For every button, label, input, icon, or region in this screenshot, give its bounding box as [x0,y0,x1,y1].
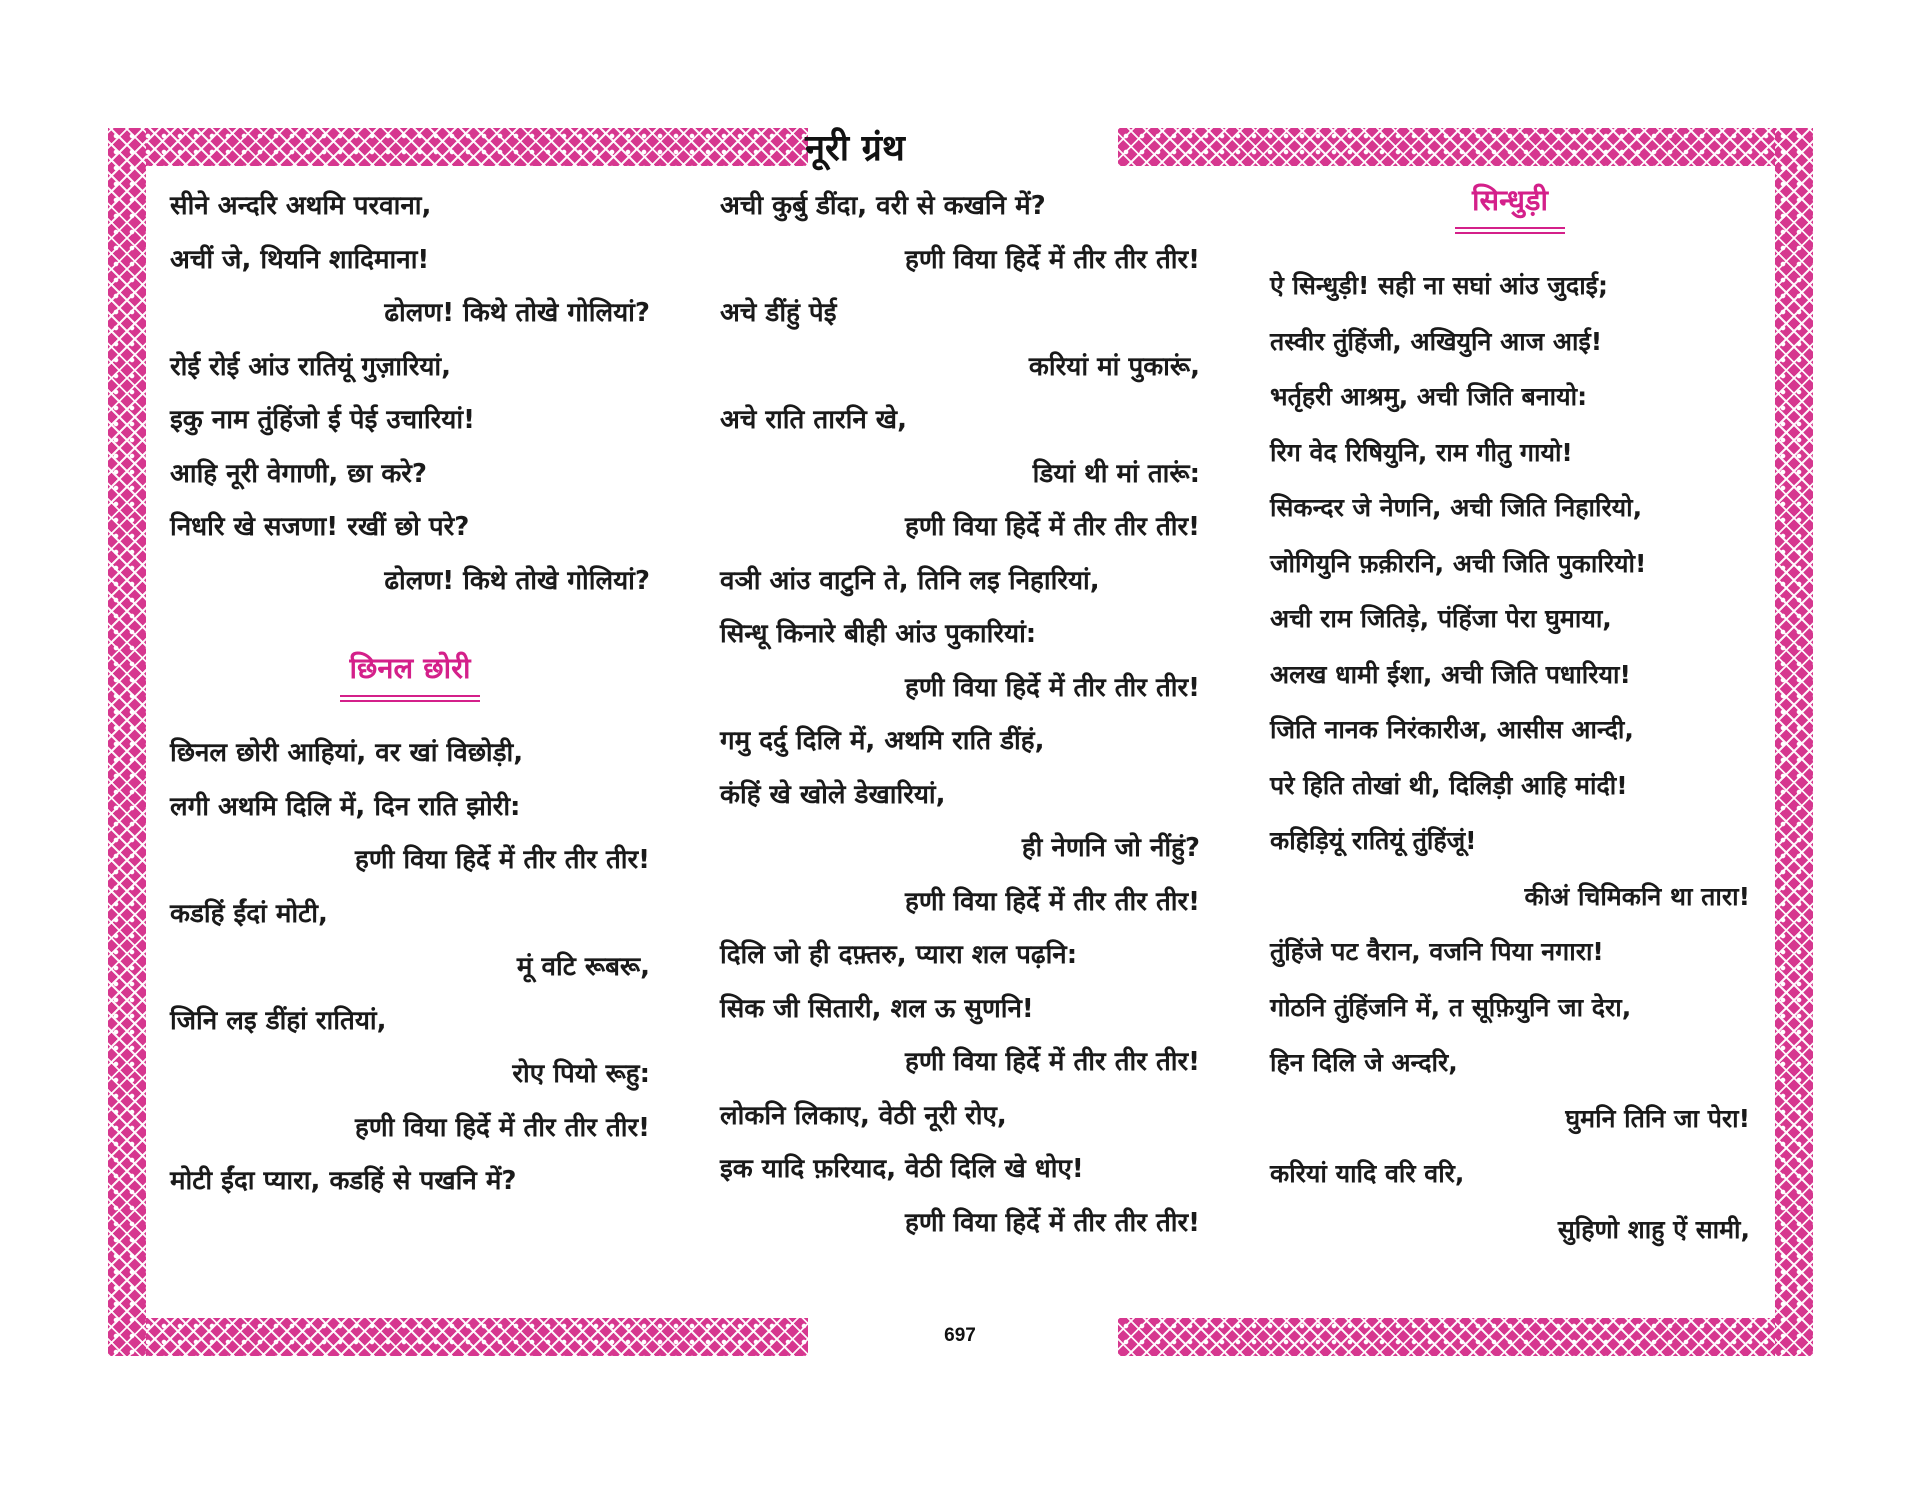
verse-line: ढोलण! किथे तोखे गोलियां? [384,565,650,596]
verse-line: घुमनि तिनि जा पेरा! [1565,1103,1750,1133]
column-middle [720,180,1200,1250]
verse-line: ढोलण! किथे तोखे गोलियां? [384,298,650,328]
verse-line: हणी विया हिर्दे में तीर तीर तीर! [355,1112,650,1143]
verse-line: अची राम जितिड़े, पंहिंजा पेरा घुमाया, [1270,604,1612,633]
verse-line: तस्वीर तुंहिंजी, अखियुनि आज आई! [1270,326,1603,356]
verse-line: कीअं चिमिकनि था तारा! [1524,881,1750,911]
poem-heading: छिनल छोरी [349,651,471,685]
verse-line: मूं वटि रूबरू, [516,952,650,982]
poem-heading-block [170,648,650,702]
verse-line: परे हिति तोखां थी, दिलिड़ी आहि मांदी! [1270,770,1628,800]
verse-line: आहि नूरी वेगाणी, छा करे? [170,458,427,489]
verse-line: इक यादि फ़रियाद, वेठी दिलि खे धोए! [720,1154,1084,1184]
verse-line: जोगियुनि फ़क़ीरनि, अची जिति पुकारियो! [1270,548,1647,578]
verse-line: सिन्धू किनारे बीही आंउ पुकारियां: [720,619,1037,649]
verse-line: हणी विया हिर्दे में तीर तीर तीर! [905,1047,1200,1077]
verse-line: कंहिं खे खोले डेखारियां, [720,779,946,810]
page-title: नूरी ग्रंथ [805,127,905,169]
verse-line: मोटी ईंदा प्यारा, कडहिं से पखनि में? [170,1166,517,1196]
verse-line: अलख धामी ईशा, अची जिति पधारिया! [1270,659,1631,689]
page-number: 697 [944,1325,976,1346]
verse-line: हणी विया हिर्दे में तीर तीर तीर! [905,886,1200,917]
verse-line: दिलि जो ही दफ़्तरु, प्यारा शल पढ़नि: [720,940,1078,970]
verse-line: निधरि खे सजणा! रखीं छो परे? [170,512,470,542]
verse-line: लगी अथमि दिलि में, दिन राति झोरी: [170,791,521,822]
verse-line: सुहिणो शाहु ऐं सामी, [1557,1214,1750,1244]
verse-line: तुंहिंजे पट वैरान, वजनि पिया नगारा! [1270,937,1604,966]
verse-line: कडहिं ईंदां मोटी, [170,898,328,929]
poem-heading: सिन्धुड़ी [1471,183,1548,217]
column-right [1270,180,1750,1257]
verse-line: भर्तृहरी आश्रमु, अची जिति बनायो: [1270,382,1588,411]
verse-line: अचे राति तारनि खे, [720,405,907,435]
verse-line: ऐ सिन्धुड़ी! सही ना सघां आंउ जुदाई; [1270,271,1608,300]
verse-line: छिनल छोरी आहियां, वर खां विछोड़ी, [170,738,524,768]
verse-line: रिग वेद रिषियुनि, राम गीतु गायो! [1270,437,1573,467]
border-left [108,128,146,1356]
verse-line: हणी विया हिर्दे में तीर तीर तीर! [905,672,1200,703]
verse-line: गोठनि तुंहिंजनि में, त सूफ़ियुनि जा देरा, [1270,992,1632,1022]
border-bottom-left [108,1318,808,1356]
verse-line: हणी विया हिर्दे में तीर तीर तीर! [905,1207,1200,1238]
verse-line: वञी आंउ वाटुनि ते, तिनि लइ निहारियां, [720,565,1100,596]
verse-line: जिति नानक निरंकारीअ, आसीस आन्दी, [1270,715,1634,744]
border-right [1775,128,1813,1356]
verse-line: करियां यादि वरि वरि, [1270,1159,1465,1188]
verse-line: सीने अन्दरि अथमि परवाना, [170,191,432,221]
verse-line: हिन दिलि जे अन्दरि, [1270,1048,1458,1077]
verse-line: हणी विया हिर्दे में तीर तीर तीर! [355,845,650,875]
verse-line: सिकन्दर जे नेणनि, अची जिति निहारियो, [1270,493,1643,522]
verse-line: कहिड़ियूं रातियूं तुंहिंजूं! [1270,826,1477,855]
column-left [170,180,650,1209]
verse-line: डियां थी मां तारूं: [1032,458,1200,489]
verse-line: इकु नाम तुंहिंजो ई पेई उचारियां! [170,405,475,435]
border-bottom-right [1118,1318,1813,1356]
verse-line: रोई रोई आंउ रातियूं गुज़ारियां, [170,351,452,382]
border-top-right [1118,128,1813,166]
poem-heading-block [1270,180,1750,234]
verse-line: गमु दर्दु दिलि में, अथमि राति डींहं, [720,726,1045,756]
verse-line: हणी विया हिर्दे में तीर तीर तीर! [905,512,1200,542]
verse-line: हणी विया हिर्दे में तीर तीर तीर! [905,244,1200,275]
heading-underline [1455,227,1565,234]
verse-line: ही नेणनि जो नींहुं? [1021,833,1200,863]
verse-line: अचे डींहुं पेई [720,298,837,328]
verse-line: सिक जी सितारी, शल ऊ सुणनि! [720,993,1034,1024]
verse-line: जिनि लइ डींहां रातियां, [170,1005,387,1036]
verse-line: अची कुर्बु डींदा, वरी से कखनि में? [720,191,1046,221]
verse-line: लोकनि लिकाए, वेठी नूरी रोए, [720,1100,1007,1131]
verse-line: करियां मां पुकारूं, [1028,351,1200,382]
verse-line: रोए पियो रूहु: [512,1059,650,1089]
verse-line: अचीं जे, थियनि शादिमाना! [170,244,430,275]
heading-underline [340,695,480,702]
